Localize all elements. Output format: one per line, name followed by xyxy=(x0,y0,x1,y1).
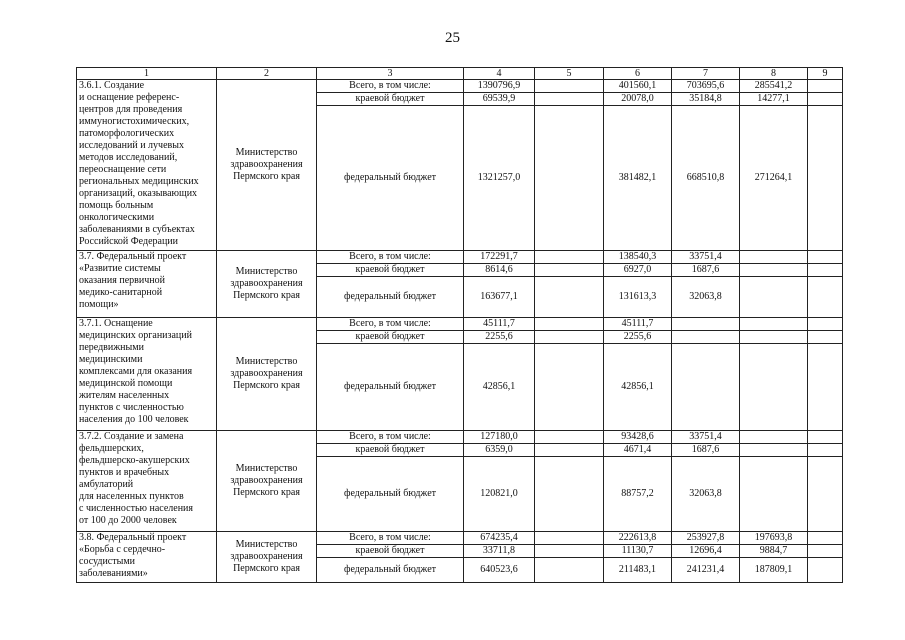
amount-cell-c8 xyxy=(740,277,808,318)
amount-cell-c7: 32063,8 xyxy=(672,277,740,318)
measure-name-line: и оснащение референс- xyxy=(79,92,180,103)
amount-cell-c4: 1321257,0 xyxy=(464,106,535,251)
amount-cell-c9 xyxy=(808,545,843,558)
funding-source-cell: краевой бюджет xyxy=(317,331,464,344)
measure-name-line: фельдшерских, xyxy=(79,443,144,454)
measure-name-line: амбулаторий xyxy=(79,479,134,490)
column-number-cell: 3 xyxy=(317,68,464,80)
column-number-cell: 2 xyxy=(217,68,317,80)
amount-cell-c8 xyxy=(740,318,808,331)
amount-cell-c7: 1687,6 xyxy=(672,264,740,277)
amount-cell-c6: 131613,3 xyxy=(604,277,672,318)
amount-cell-c6: 20078,0 xyxy=(604,93,672,106)
amount-cell-c8 xyxy=(740,431,808,444)
column-number-cell: 9 xyxy=(808,68,843,80)
amount-cell-c5 xyxy=(535,251,604,264)
measure-name-line: медицинских организаций xyxy=(79,330,192,341)
measure-name-line: организаций, оказывающих xyxy=(79,188,198,199)
budget-table xyxy=(76,67,843,583)
executor-line: здравоохранения xyxy=(230,475,303,486)
amount-cell-c6: 42856,1 xyxy=(604,344,672,431)
amount-cell-c9 xyxy=(808,331,843,344)
measure-name-line: жителям населенных xyxy=(79,390,170,401)
measure-name-cell xyxy=(77,431,217,532)
measure-name-line: «Борьба с сердечно- xyxy=(79,544,166,555)
executor-line: здравоохранения xyxy=(230,278,303,289)
amount-cell-c7: 35184,8 xyxy=(672,93,740,106)
amount-cell-c9 xyxy=(808,93,843,106)
measure-name-line: патоморфологических xyxy=(79,128,175,139)
amount-cell-c7: 12696,4 xyxy=(672,545,740,558)
amount-cell-c6: 45111,7 xyxy=(604,318,672,331)
amount-cell-c6: 6927,0 xyxy=(604,264,672,277)
amount-cell-c4: 120821,0 xyxy=(464,457,535,532)
amount-cell-c5 xyxy=(535,264,604,277)
measure-name-line: «Развитие системы xyxy=(79,263,161,274)
amount-cell-c7 xyxy=(672,344,740,431)
funding-source-cell: федеральный бюджет xyxy=(317,344,464,431)
executor-cell xyxy=(217,532,317,583)
amount-cell-c4: 127180,0 xyxy=(464,431,535,444)
amount-cell-c9 xyxy=(808,80,843,93)
measure-name-line: комплексами для оказания xyxy=(79,366,193,377)
measure-name-line: иммуногистохимических, xyxy=(79,116,190,127)
amount-cell-c8 xyxy=(740,344,808,431)
measure-name-line: переоснащение сети xyxy=(79,164,167,175)
amount-cell-c4: 42856,1 xyxy=(464,344,535,431)
amount-cell-c5 xyxy=(535,277,604,318)
amount-cell-c6: 381482,1 xyxy=(604,106,672,251)
amount-cell-c4: 1390796,9 xyxy=(464,80,535,93)
table-row xyxy=(77,80,843,93)
measure-name-cell xyxy=(77,318,217,431)
amount-cell-c9 xyxy=(808,251,843,264)
executor-cell xyxy=(217,318,317,431)
amount-cell-c4: 674235,4 xyxy=(464,532,535,545)
page-number: 25 xyxy=(445,30,460,46)
column-number-cell: 1 xyxy=(77,68,217,80)
amount-cell-c5 xyxy=(535,344,604,431)
measure-name-line: заболеваниями в субъектах xyxy=(79,224,195,235)
measure-name-cell xyxy=(77,532,217,583)
amount-cell-c8: 187809,1 xyxy=(740,558,808,583)
amount-cell-c4: 640523,6 xyxy=(464,558,535,583)
column-number-cell: 8 xyxy=(740,68,808,80)
amount-cell-c9 xyxy=(808,264,843,277)
measure-name-line: 3.7.1. Оснащение xyxy=(79,318,153,329)
amount-cell-c6: 88757,2 xyxy=(604,457,672,532)
amount-cell-c8: 9884,7 xyxy=(740,545,808,558)
measure-name-line: центров для проведения xyxy=(79,104,183,115)
column-number-row xyxy=(77,68,843,80)
measure-name-line: медицинскими xyxy=(79,354,143,365)
amount-cell-c8 xyxy=(740,444,808,457)
amount-cell-c4: 8614,6 xyxy=(464,264,535,277)
funding-source-cell: Всего, в том числе: xyxy=(317,80,464,93)
executor-line: Министерство xyxy=(235,539,298,550)
column-number-cell: 6 xyxy=(604,68,672,80)
executor-line: Министерство xyxy=(235,266,298,277)
measure-name-line: населения до 100 человек xyxy=(79,414,189,425)
measure-name-line: оказания первичной xyxy=(79,275,165,286)
amount-cell-c5 xyxy=(535,532,604,545)
measure-name-line: региональных медицинских xyxy=(79,176,199,187)
amount-cell-c8: 14277,1 xyxy=(740,93,808,106)
executor-line: здравоохранения xyxy=(230,551,303,562)
executor-line: Пермского края xyxy=(233,487,300,498)
measure-name-line: от 100 до 2000 человек xyxy=(79,515,177,526)
funding-source-cell: краевой бюджет xyxy=(317,444,464,457)
executor-cell xyxy=(217,431,317,532)
amount-cell-c9 xyxy=(808,318,843,331)
amount-cell-c8: 285541,2 xyxy=(740,80,808,93)
amount-cell-c4: 6359,0 xyxy=(464,444,535,457)
amount-cell-c5 xyxy=(535,431,604,444)
amount-cell-c5 xyxy=(535,106,604,251)
amount-cell-c5 xyxy=(535,331,604,344)
measure-name-cell xyxy=(77,80,217,251)
funding-source-cell: федеральный бюджет xyxy=(317,277,464,318)
amount-cell-c5 xyxy=(535,558,604,583)
executor-line: Министерство xyxy=(235,463,298,474)
funding-source-cell: федеральный бюджет xyxy=(317,558,464,583)
executor-line: Министерство xyxy=(235,147,298,158)
amount-cell-c7: 1687,6 xyxy=(672,444,740,457)
executor-line: здравоохранения xyxy=(230,368,303,379)
amount-cell-c6: 401560,1 xyxy=(604,80,672,93)
measure-name-line: для населенных пунктов xyxy=(79,491,184,502)
amount-cell-c9 xyxy=(808,444,843,457)
funding-source-cell: краевой бюджет xyxy=(317,264,464,277)
amount-cell-c7: 703695,6 xyxy=(672,80,740,93)
amount-cell-c9 xyxy=(808,431,843,444)
table-row xyxy=(77,532,843,545)
amount-cell-c9 xyxy=(808,344,843,431)
amount-cell-c4: 33711,8 xyxy=(464,545,535,558)
amount-cell-c8 xyxy=(740,251,808,264)
amount-cell-c5 xyxy=(535,444,604,457)
measure-name-line: Российской Федерации xyxy=(79,236,179,247)
amount-cell-c6: 211483,1 xyxy=(604,558,672,583)
amount-cell-c4: 172291,7 xyxy=(464,251,535,264)
amount-cell-c4: 163677,1 xyxy=(464,277,535,318)
table-row xyxy=(77,318,843,331)
amount-cell-c9 xyxy=(808,532,843,545)
measure-name-line: заболеваниями» xyxy=(79,568,148,579)
amount-cell-c8 xyxy=(740,457,808,532)
measure-name-line: медико-санитарной xyxy=(79,287,163,298)
measure-name-line: передвижными xyxy=(79,342,144,353)
executor-line: Пермского края xyxy=(233,380,300,391)
executor-line: Пермского края xyxy=(233,171,300,182)
executor-line: Пермского края xyxy=(233,563,300,574)
amount-cell-c9 xyxy=(808,106,843,251)
funding-source-cell: Всего, в том числе: xyxy=(317,431,464,444)
measure-name-line: онкологическими xyxy=(79,212,155,223)
amount-cell-c9 xyxy=(808,277,843,318)
measure-name-line: с численностью населения xyxy=(79,503,193,514)
executor-line: Пермского края xyxy=(233,290,300,301)
measure-name-line: помощи» xyxy=(79,299,119,310)
amount-cell-c7: 32063,8 xyxy=(672,457,740,532)
amount-cell-c7: 241231,4 xyxy=(672,558,740,583)
amount-cell-c4: 69539,9 xyxy=(464,93,535,106)
measure-name-line: 3.8. Федеральный проект xyxy=(79,532,187,543)
amount-cell-c5 xyxy=(535,457,604,532)
measure-name-line: методов исследований, xyxy=(79,152,178,163)
funding-source-cell: краевой бюджет xyxy=(317,545,464,558)
amount-cell-c6: 93428,6 xyxy=(604,431,672,444)
measure-name-line: сосудистыми xyxy=(79,556,136,567)
amount-cell-c8: 197693,8 xyxy=(740,532,808,545)
table-row xyxy=(77,251,843,264)
measure-name-line: медицинской помощи xyxy=(79,378,173,389)
measure-name-line: исследований и лучевых xyxy=(79,140,184,151)
amount-cell-c5 xyxy=(535,93,604,106)
amount-cell-c4: 45111,7 xyxy=(464,318,535,331)
measure-name-line: фельдшерско-акушерских xyxy=(79,455,190,466)
amount-cell-c7: 668510,8 xyxy=(672,106,740,251)
amount-cell-c7 xyxy=(672,331,740,344)
executor-line: Министерство xyxy=(235,356,298,367)
funding-source-cell: Всего, в том числе: xyxy=(317,318,464,331)
amount-cell-c8 xyxy=(740,331,808,344)
executor-cell xyxy=(217,80,317,251)
amount-cell-c5 xyxy=(535,545,604,558)
executor-cell xyxy=(217,251,317,318)
amount-cell-c8 xyxy=(740,264,808,277)
amount-cell-c6: 222613,8 xyxy=(604,532,672,545)
amount-cell-c7: 33751,4 xyxy=(672,431,740,444)
amount-cell-c7: 33751,4 xyxy=(672,251,740,264)
funding-source-cell: федеральный бюджет xyxy=(317,457,464,532)
funding-source-cell: Всего, в том числе: xyxy=(317,251,464,264)
amount-cell-c6: 11130,7 xyxy=(604,545,672,558)
amount-cell-c6: 4671,4 xyxy=(604,444,672,457)
measure-name-line: помощь больным xyxy=(79,200,154,211)
amount-cell-c6: 2255,6 xyxy=(604,331,672,344)
amount-cell-c9 xyxy=(808,457,843,532)
amount-cell-c5 xyxy=(535,80,604,93)
executor-line: здравоохранения xyxy=(230,159,303,170)
column-number-cell: 7 xyxy=(672,68,740,80)
amount-cell-c7 xyxy=(672,318,740,331)
measure-name-line: пунктов и врачебных xyxy=(79,467,170,478)
measure-name-line: пунктов с численностью xyxy=(79,402,184,413)
funding-source-cell: Всего, в том числе: xyxy=(317,532,464,545)
amount-cell-c6: 138540,3 xyxy=(604,251,672,264)
amount-cell-c7: 253927,8 xyxy=(672,532,740,545)
funding-source-cell: федеральный бюджет xyxy=(317,106,464,251)
column-number-cell: 5 xyxy=(535,68,604,80)
measure-name-line: 3.6.1. Создание xyxy=(79,80,145,91)
amount-cell-c5 xyxy=(535,318,604,331)
measure-name-line: 3.7. Федеральный проект xyxy=(79,251,187,262)
amount-cell-c9 xyxy=(808,558,843,583)
table-row xyxy=(77,431,843,444)
measure-name-cell xyxy=(77,251,217,318)
amount-cell-c4: 2255,6 xyxy=(464,331,535,344)
amount-cell-c8: 271264,1 xyxy=(740,106,808,251)
measure-name-line: 3.7.2. Создание и замена xyxy=(79,431,184,442)
column-number-cell: 4 xyxy=(464,68,535,80)
funding-source-cell: краевой бюджет xyxy=(317,93,464,106)
